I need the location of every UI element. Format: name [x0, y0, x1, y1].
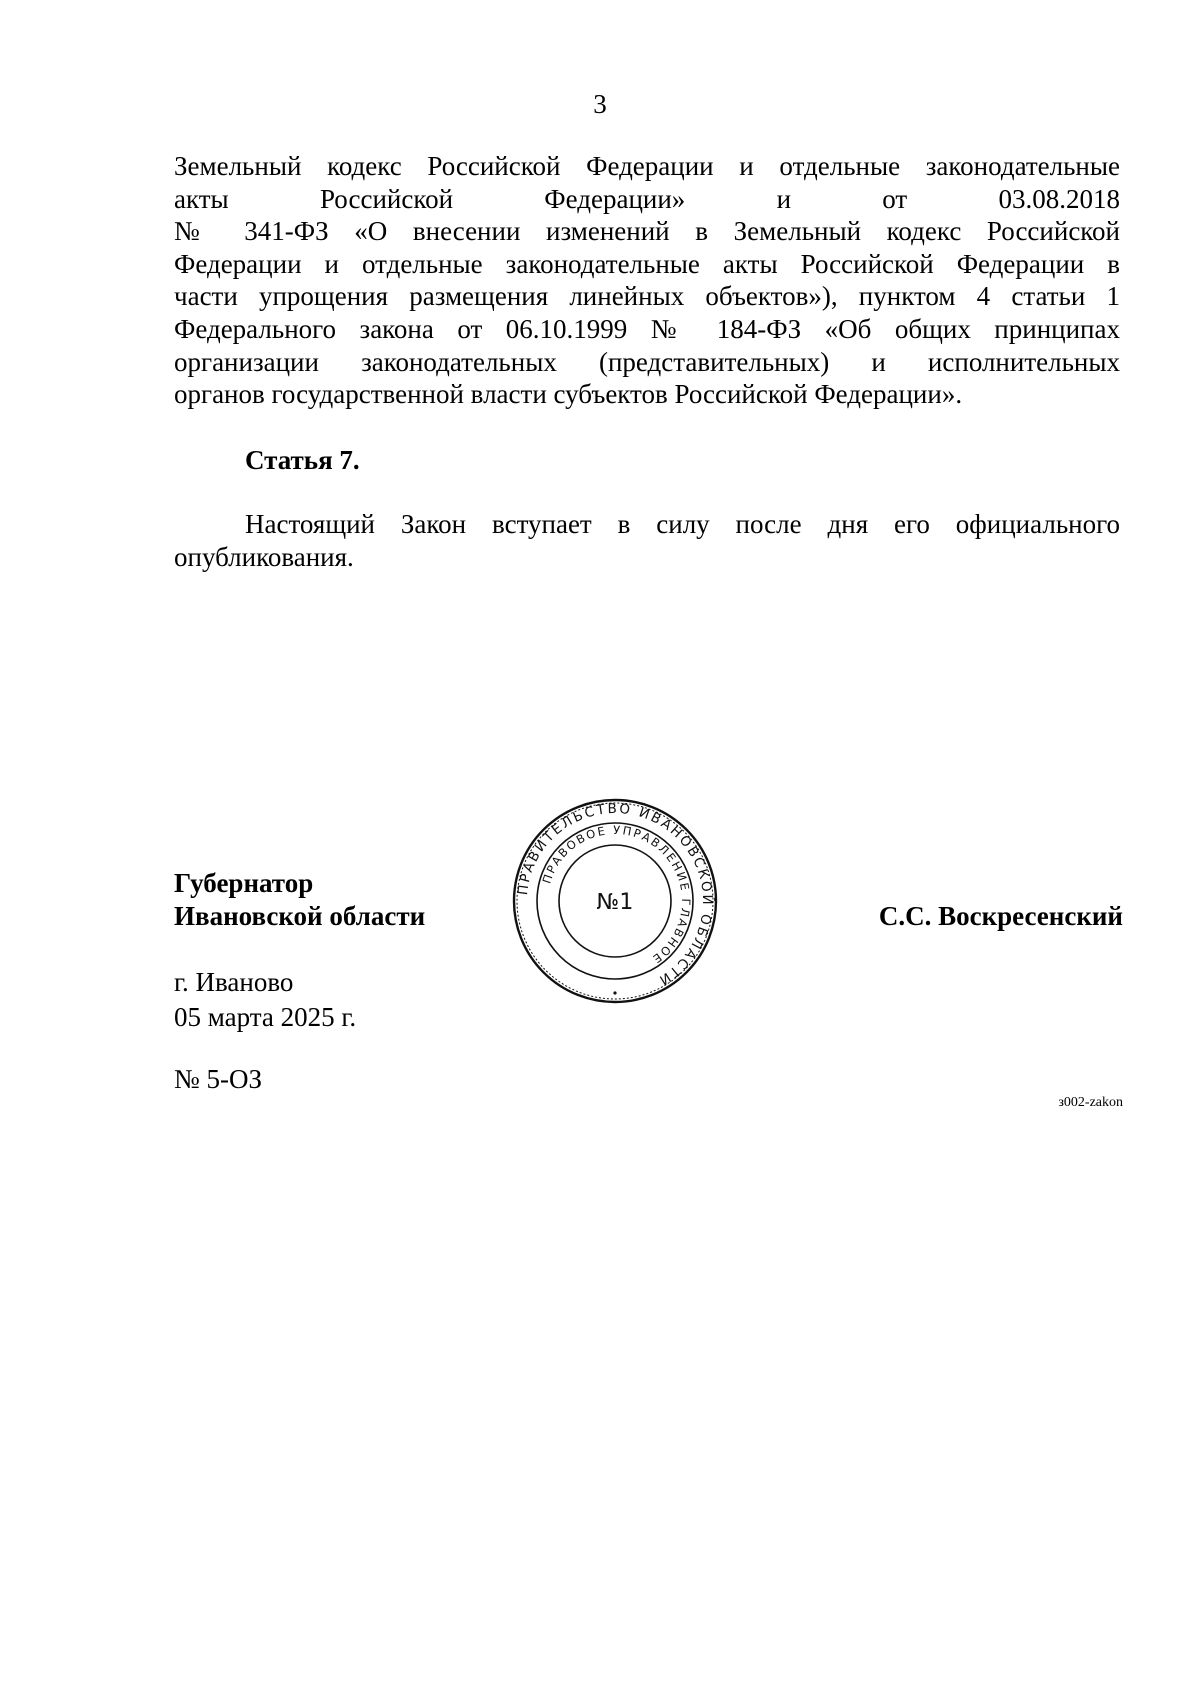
law-number: № 5-ОЗ [174, 1064, 263, 1094]
seal-inner-text: ПРАВОВОЕ УПРАВЛЕНИЕ ГЛАВНОЕ [539, 822, 694, 967]
official-seal [511, 797, 719, 1005]
seal-graphic [511, 797, 719, 1005]
place-date [174, 965, 356, 1035]
article-heading: Статья 7. [245, 445, 360, 475]
seal-outer-text: ПРАВИТЕЛЬСТВО ИВАНОВСКОЙ ОБЛАСТИ [515, 800, 716, 989]
paragraph-line: акты Российской Федерации» и от 03.08.2018 [174, 183, 1120, 214]
paragraph-line: организации законодательных (представительных) и исполнительных [174, 346, 1120, 377]
signature-title-line: Губернатор [174, 868, 314, 898]
city: г. Иваново [174, 967, 294, 997]
paragraph-line: Федерации и отдельные законодательные акты Российской Федерации в [174, 248, 1120, 279]
paragraph-line: Земельный кодекс Российской Федерации и отдельные законодательные [174, 151, 1120, 181]
page-number: 3 [593, 89, 607, 119]
seal-dot [613, 991, 616, 994]
article-body [174, 508, 1120, 573]
file-code: з002-zakon [1058, 1095, 1123, 1110]
signature-title [174, 867, 425, 933]
paragraph-line: органов государственной власти субъектов Российской Федерации». [174, 379, 963, 410]
paragraph-line: № 341-ФЗ «О внесении изменений в Земельный кодекс Российской [174, 216, 1120, 247]
paragraph-line: Федерального закона от 06.10.1999 № 184-ФЗ «Об общих принципах [174, 313, 1120, 344]
seal-center-text: №1 [596, 890, 634, 915]
article-line: Настоящий Закон вступает в силу после дня его официального [245, 509, 1120, 539]
paragraph-continuation [174, 150, 1120, 411]
date: 05 марта 2025 г. [174, 1002, 357, 1032]
article-line: опубликования. [174, 541, 354, 572]
signature-title-line: Ивановской области [174, 901, 426, 931]
signature-name: С.С. Воскресенский [878, 901, 1123, 931]
paragraph-line: части упрощения размещения линейных объектов»), пунктом 4 статьи 1 [174, 281, 1120, 312]
